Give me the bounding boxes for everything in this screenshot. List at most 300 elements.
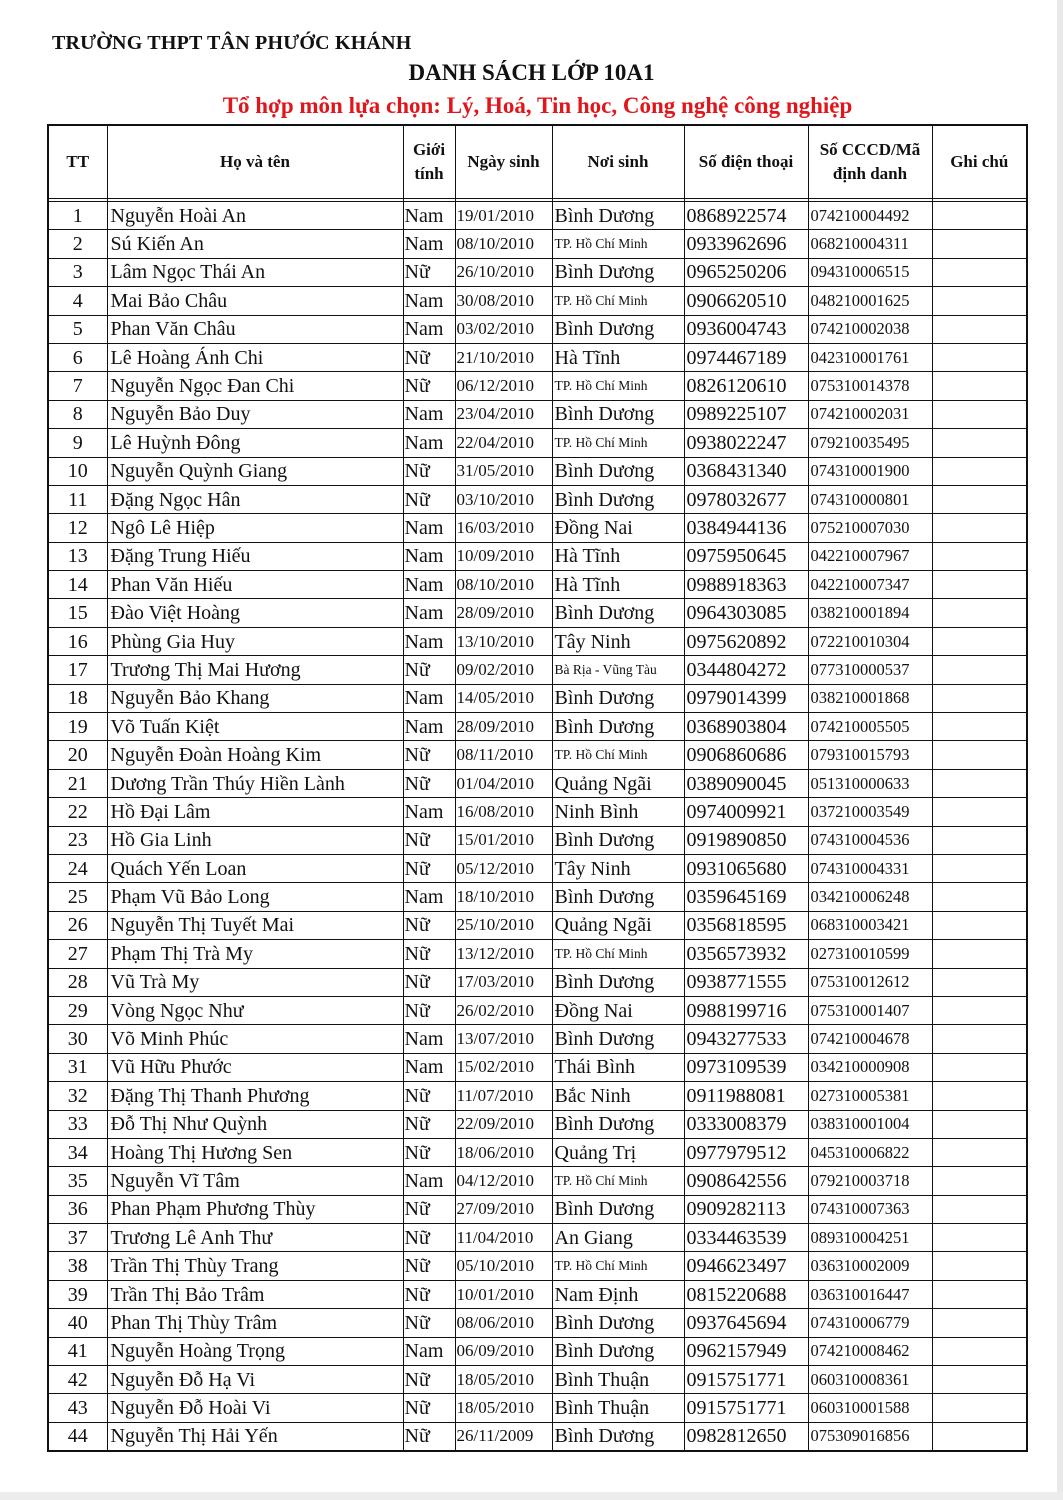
gender: Nam [403,230,455,258]
birth-date: 16/03/2010 [455,514,552,542]
birth-date: 31/05/2010 [455,457,552,485]
gender: Nữ [403,968,455,996]
student-name: Trương Thị Mai Hương [107,656,403,684]
birth-place: Hà Tĩnh [552,571,684,599]
gender: Nữ [403,1252,455,1280]
birth-place: Đồng Nai [552,514,684,542]
birth-date: 26/11/2009 [455,1422,552,1451]
table-row [48,1138,1027,1166]
phone-number: 0975620892 [684,627,808,655]
gender: Nữ [403,457,455,485]
table-body [48,199,1027,1452]
note [932,287,1027,315]
birth-place: Bình Dương [552,400,684,428]
table-row [48,1025,1027,1053]
row-number: 44 [48,1422,107,1451]
phone-number: 0356573932 [684,940,808,968]
phone-number: 0973109539 [684,1053,808,1081]
student-name: Sú Kiến An [107,230,403,258]
gender: Nữ [403,1280,455,1308]
student-name: Dương Trần Thúy Hiền Lành [107,769,403,797]
table-row [48,798,1027,826]
col-sex [403,125,455,199]
birth-date: 15/01/2010 [455,826,552,854]
student-name: Đào Việt Hoàng [107,599,403,627]
col-sex-line2: tính [414,164,444,183]
gender: Nam [403,713,455,741]
birth-date: 23/04/2010 [455,400,552,428]
col-sex-line1: Giới [412,140,446,159]
id-number: 074210004678 [808,1025,932,1053]
phone-number: 0868922574 [684,202,808,230]
birth-place: Bình Dương [552,1422,684,1451]
phone-number: 0964303085 [684,599,808,627]
birth-date: 05/10/2010 [455,1252,552,1280]
birth-date: 28/09/2010 [455,599,552,627]
gender: Nam [403,315,455,343]
gender: Nữ [403,940,455,968]
birth-date: 22/09/2010 [455,1110,552,1138]
row-number: 2 [48,230,107,258]
note [932,798,1027,826]
birth-place: TP. Hồ Chí Minh [552,1252,684,1280]
note [932,883,1027,911]
note [932,713,1027,741]
phone-number: 0919890850 [684,826,808,854]
school-name: TRƯỜNG THPT TÂN PHƯỚC KHÁNH [52,32,412,54]
student-name: Mai Bảo Châu [107,287,403,315]
row-number: 34 [48,1138,107,1166]
note [932,258,1027,286]
phone-number: 0384944136 [684,514,808,542]
table-row [48,542,1027,570]
id-number: 074310004331 [808,854,932,882]
birth-place: TP. Hồ Chí Minh [552,429,684,457]
gender: Nam [403,514,455,542]
id-number: 036310002009 [808,1252,932,1280]
birth-place: Hà Tĩnh [552,343,684,371]
table-row [48,968,1027,996]
phone-number: 0962157949 [684,1337,808,1365]
note [932,656,1027,684]
note [932,1082,1027,1110]
row-number: 25 [48,883,107,911]
col-name: Họ và tên [107,125,403,199]
id-number: 074310007363 [808,1195,932,1223]
student-name: Nguyễn Vĩ Tâm [107,1167,403,1195]
student-name: Nguyễn Đỗ Hạ Vi [107,1366,403,1394]
birth-place: An Giang [552,1224,684,1252]
table-row [48,627,1027,655]
table-row [48,372,1027,400]
birth-place: Bình Dương [552,1337,684,1365]
note [932,343,1027,371]
phone-number: 0988199716 [684,996,808,1024]
phone-number: 0915751771 [684,1366,808,1394]
table-row [48,883,1027,911]
id-number: 038310001004 [808,1110,932,1138]
birth-place: Tây Ninh [552,854,684,882]
birth-date: 09/02/2010 [455,656,552,684]
table-row [48,996,1027,1024]
note [932,968,1027,996]
student-name: Phan Văn Châu [107,315,403,343]
id-number: 042210007347 [808,571,932,599]
phone-number: 0979014399 [684,684,808,712]
table-row [48,741,1027,769]
id-number: 074210002038 [808,315,932,343]
phone-number: 0368903804 [684,713,808,741]
gender: Nữ [403,854,455,882]
gender: Nam [403,202,455,230]
note [932,741,1027,769]
id-number: 077310000537 [808,656,932,684]
birth-place: Quảng Ngãi [552,911,684,939]
birth-place: Nam Định [552,1280,684,1308]
id-number: 079310015793 [808,741,932,769]
birth-date: 18/06/2010 [455,1138,552,1166]
id-number: 048210001625 [808,287,932,315]
table-row [48,854,1027,882]
id-number: 038210001868 [808,684,932,712]
row-number: 5 [48,315,107,343]
id-number: 075310014378 [808,372,932,400]
phone-number: 0989225107 [684,400,808,428]
id-number: 027310005381 [808,1082,932,1110]
phone-number: 0359645169 [684,883,808,911]
table-row [48,485,1027,513]
row-number: 18 [48,684,107,712]
student-name: Nguyễn Đỗ Hoài Vi [107,1394,403,1422]
gender: Nữ [403,485,455,513]
birth-place: Quảng Ngãi [552,769,684,797]
note [932,1280,1027,1308]
birth-date: 17/03/2010 [455,968,552,996]
gender: Nữ [403,1224,455,1252]
phone-number: 0344804272 [684,656,808,684]
gender: Nam [403,571,455,599]
gender: Nam [403,883,455,911]
phone-number: 0933962696 [684,230,808,258]
table-row [48,457,1027,485]
birth-date: 13/10/2010 [455,627,552,655]
row-number: 8 [48,400,107,428]
birth-place: Ninh Bình [552,798,684,826]
gender: Nữ [403,769,455,797]
gender: Nam [403,1053,455,1081]
gender: Nữ [403,1110,455,1138]
student-name: Ngô Lê Hiệp [107,514,403,542]
birth-place: Bình Dương [552,1195,684,1223]
id-number: 068210004311 [808,230,932,258]
birth-date: 01/04/2010 [455,769,552,797]
note [932,1167,1027,1195]
gender: Nam [403,684,455,712]
table-row [48,1110,1027,1138]
note [932,315,1027,343]
table-row [48,911,1027,939]
id-number: 068310003421 [808,911,932,939]
birth-date: 13/12/2010 [455,940,552,968]
table-row [48,400,1027,428]
student-name: Nguyễn Đoàn Hoàng Kim [107,741,403,769]
birth-date: 03/02/2010 [455,315,552,343]
note [932,940,1027,968]
student-name: Nguyễn Bảo Duy [107,400,403,428]
id-number: 036310016447 [808,1280,932,1308]
student-name: Nguyễn Ngọc Đan Chi [107,372,403,400]
birth-date: 06/09/2010 [455,1337,552,1365]
birth-date: 11/07/2010 [455,1082,552,1110]
birth-date: 14/05/2010 [455,684,552,712]
student-name: Phùng Gia Huy [107,627,403,655]
id-number: 045310006822 [808,1138,932,1166]
row-number: 21 [48,769,107,797]
table-row [48,1082,1027,1110]
id-number: 074310000801 [808,485,932,513]
note [932,1138,1027,1166]
table-row [48,315,1027,343]
phone-number: 0931065680 [684,854,808,882]
row-number: 10 [48,457,107,485]
note [932,202,1027,230]
row-number: 12 [48,514,107,542]
birth-date: 06/12/2010 [455,372,552,400]
table-row [48,1280,1027,1308]
row-number: 41 [48,1337,107,1365]
table-row [48,287,1027,315]
note [932,571,1027,599]
birth-place: TP. Hồ Chí Minh [552,940,684,968]
row-number: 24 [48,854,107,882]
row-number: 35 [48,1167,107,1195]
student-name: Nguyễn Bảo Khang [107,684,403,712]
note [932,1110,1027,1138]
phone-number: 0911988081 [684,1082,808,1110]
id-number: 074310006779 [808,1309,932,1337]
phone-number: 0334463539 [684,1224,808,1252]
page-edge-shadow [0,1492,1063,1500]
phone-number: 0938771555 [684,968,808,996]
row-number: 37 [48,1224,107,1252]
table-row [48,571,1027,599]
birth-date: 26/02/2010 [455,996,552,1024]
gender: Nam [403,429,455,457]
id-number: 051310000633 [808,769,932,797]
row-number: 22 [48,798,107,826]
birth-date: 15/02/2010 [455,1053,552,1081]
row-number: 7 [48,372,107,400]
phone-number: 0908642556 [684,1167,808,1195]
subject-combination: Tổ hợp môn lựa chọn: Lý, Hoá, Tin học, Công nghệ công nghiệp [222,93,853,118]
id-number: 075310012612 [808,968,932,996]
birth-place: Bình Dương [552,485,684,513]
gender: Nam [403,1025,455,1053]
birth-place: Bình Thuận [552,1394,684,1422]
row-number: 36 [48,1195,107,1223]
birth-place: TP. Hồ Chí Minh [552,741,684,769]
gender: Nữ [403,911,455,939]
note [932,485,1027,513]
note [932,230,1027,258]
note [932,826,1027,854]
note [932,542,1027,570]
birth-place: Bắc Ninh [552,1082,684,1110]
page-edge-shadow [1057,0,1063,1500]
birth-place: Bình Dương [552,258,684,286]
id-number: 074310001900 [808,457,932,485]
id-number: 075309016856 [808,1422,932,1451]
birth-date: 25/10/2010 [455,911,552,939]
table-row [48,1422,1027,1451]
id-number: 042210007967 [808,542,932,570]
id-number: 034210000908 [808,1053,932,1081]
table-row [48,826,1027,854]
id-number: 042310001761 [808,343,932,371]
table-row [48,429,1027,457]
birth-place: TP. Hồ Chí Minh [552,372,684,400]
row-number: 29 [48,996,107,1024]
note [932,627,1027,655]
phone-number: 0975950645 [684,542,808,570]
table-row [48,599,1027,627]
birth-place: Quảng Trị [552,1138,684,1166]
gender: Nam [403,599,455,627]
row-number: 32 [48,1082,107,1110]
table-row [48,656,1027,684]
id-number: 079210035495 [808,429,932,457]
birth-place: Bình Thuận [552,1366,684,1394]
student-name: Phạm Vũ Bảo Long [107,883,403,911]
gender: Nữ [403,258,455,286]
gender: Nữ [403,372,455,400]
col-note: Ghi chú [932,125,1027,199]
birth-date: 18/05/2010 [455,1394,552,1422]
phone-number: 0938022247 [684,429,808,457]
col-tt: TT [48,125,107,199]
birth-place: Bình Dương [552,1025,684,1053]
table-row [48,1167,1027,1195]
note [932,1366,1027,1394]
birth-place: Bình Dương [552,202,684,230]
birth-date: 03/10/2010 [455,485,552,513]
note [932,514,1027,542]
row-number: 33 [48,1110,107,1138]
note [932,1309,1027,1337]
id-number: 094310006515 [808,258,932,286]
gender: Nữ [403,1309,455,1337]
id-number: 027310010599 [808,940,932,968]
id-number: 075310001407 [808,996,932,1024]
table-row [48,1224,1027,1252]
col-id [808,125,932,199]
student-name: Lâm Ngọc Thái An [107,258,403,286]
class-list-table [47,124,1028,1452]
student-name: Vòng Ngọc Như [107,996,403,1024]
note [932,429,1027,457]
birth-place: Bình Dương [552,968,684,996]
birth-date: 08/06/2010 [455,1309,552,1337]
birth-place: Đồng Nai [552,996,684,1024]
birth-date: 11/04/2010 [455,1224,552,1252]
note [932,372,1027,400]
table-row [48,1195,1027,1223]
birth-place: Bình Dương [552,315,684,343]
gender: Nữ [403,741,455,769]
birth-place: Bình Dương [552,826,684,854]
note [932,1224,1027,1252]
phone-number: 0946623497 [684,1252,808,1280]
student-name: Võ Minh Phúc [107,1025,403,1053]
birth-date: 16/08/2010 [455,798,552,826]
birth-place: TP. Hồ Chí Minh [552,287,684,315]
birth-date: 28/09/2010 [455,713,552,741]
birth-date: 18/10/2010 [455,883,552,911]
gender: Nam [403,287,455,315]
birth-place: Bình Dương [552,684,684,712]
birth-date: 27/09/2010 [455,1195,552,1223]
table-row [48,940,1027,968]
table-row [48,1337,1027,1365]
birth-place: Hà Tĩnh [552,542,684,570]
birth-place: TP. Hồ Chí Minh [552,1167,684,1195]
note [932,1195,1027,1223]
row-number: 43 [48,1394,107,1422]
gender: Nữ [403,1422,455,1451]
id-number: 079210003718 [808,1167,932,1195]
row-number: 6 [48,343,107,371]
col-phone: Số điện thoại [684,125,808,199]
birth-date: 10/01/2010 [455,1280,552,1308]
birth-date: 18/05/2010 [455,1366,552,1394]
phone-number: 0906860686 [684,741,808,769]
phone-number: 0815220688 [684,1280,808,1308]
birth-date: 04/12/2010 [455,1167,552,1195]
gender: Nữ [403,1138,455,1166]
birth-place: Bình Dương [552,713,684,741]
student-name: Phạm Thị Trà My [107,940,403,968]
table-row [48,514,1027,542]
gender: Nam [403,627,455,655]
id-number: 089310004251 [808,1224,932,1252]
gender: Nam [403,1337,455,1365]
note [932,1394,1027,1422]
student-name: Nguyễn Hoàng Trọng [107,1337,403,1365]
row-number: 26 [48,911,107,939]
row-number: 20 [48,741,107,769]
col-id-line1: Số CCCD/Mã [819,140,921,159]
birth-place: Bình Dương [552,1309,684,1337]
birth-date: 19/01/2010 [455,202,552,230]
phone-number: 0936004743 [684,315,808,343]
student-name: Hoàng Thị Hương Sen [107,1138,403,1166]
id-number: 060310008361 [808,1366,932,1394]
table-row [48,1053,1027,1081]
phone-number: 0915751771 [684,1394,808,1422]
birth-place: Thái Bình [552,1053,684,1081]
phone-number: 0978032677 [684,485,808,513]
phone-number: 0982812650 [684,1422,808,1451]
table-row [48,1394,1027,1422]
note [932,769,1027,797]
student-name: Đỗ Thị Như Quỳnh [107,1110,403,1138]
gender: Nam [403,542,455,570]
birth-place: Bình Dương [552,599,684,627]
birth-date: 30/08/2010 [455,287,552,315]
row-number: 19 [48,713,107,741]
birth-date: 08/11/2010 [455,741,552,769]
student-name: Vũ Hữu Phước [107,1053,403,1081]
